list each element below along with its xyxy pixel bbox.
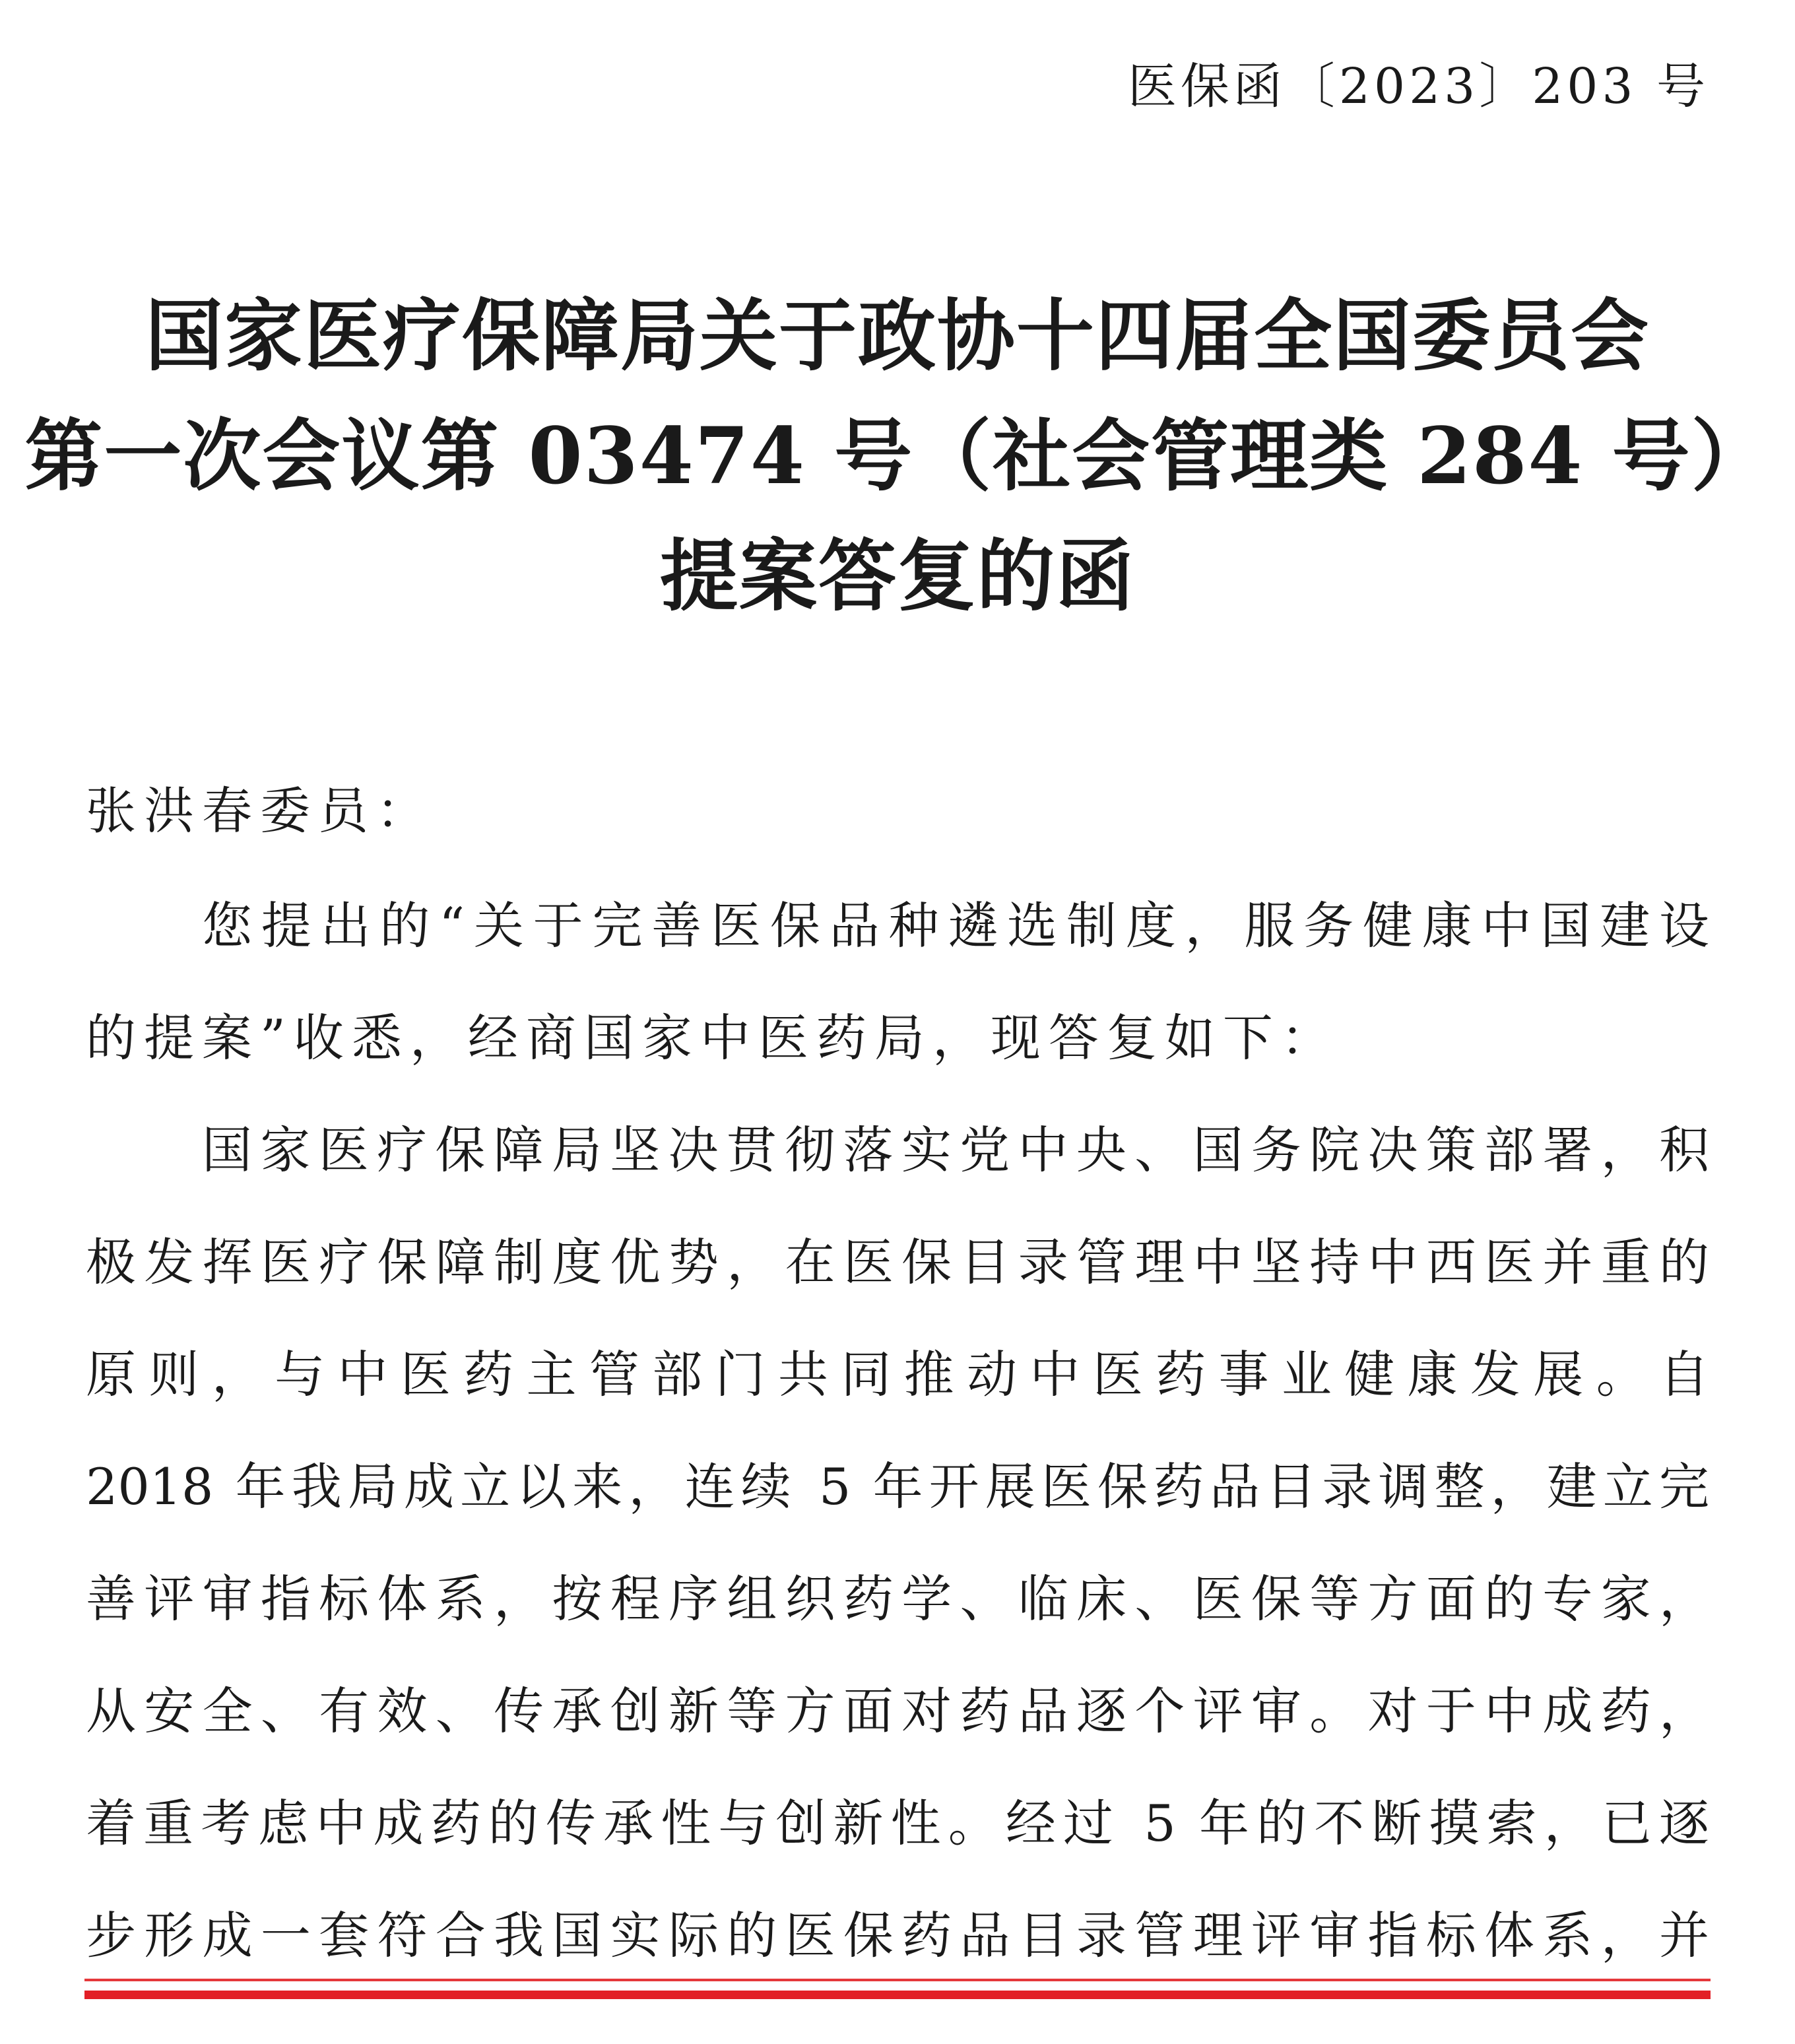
red-rule-thin [84,1979,1711,1981]
title-line-2: 第一次会议第 03474 号（社会管理类 284 号） [24,410,1771,502]
paragraph-line: 着重考虑中成药的传承性与创新性。经过 5 年的不断摸索，已逐 [86,1794,1709,1853]
title-line-1: 国家医疗保障局关于政协十四届全国委员会 [145,290,1650,381]
title-line-3: 提案答复的函 [659,530,1135,622]
paragraph-line: 极发挥医疗保障制度优势，在医保目录管理中坚持中西医并重的 [86,1233,1709,1292]
paragraph-line: 善评审指标体系，按程序组织药学、临床、医保等方面的专家， [86,1569,1709,1628]
paragraph-line: 步形成一套符合我国实际的医保药品目录管理评审指标体系，并 [86,1906,1709,1965]
paragraph-1 [86,870,1709,1094]
document-number: 医保函〔2023〕203 号 [1127,58,1709,115]
paragraph-line: 原则，与中医药主管部门共同推动中医药事业健康发展。自 [86,1345,1709,1404]
paragraph-2 [86,1094,1709,1992]
paragraph-line: 国家医疗保障局坚决贯彻落实党中央、国务院决策部署，积 [202,1121,1709,1179]
document-title [0,276,1795,636]
paragraph-line: 您提出的“关于完善医保品种遴选制度，服务健康中国建设 [202,896,1709,955]
paragraph-line: 2018 年我局成立以来，连续 5 年开展医保药品目录调整，建立完 [86,1457,1709,1516]
red-rule-thick [84,1991,1711,1999]
paragraph-line: 的提案”收悉，经商国家中医药局，现答复如下： [86,1008,1339,1067]
paragraph-line: 从安全、有效、传承创新等方面对药品逐个评审。对于中成药， [86,1682,1709,1740]
salutation: 张洪春委员： [86,781,434,840]
